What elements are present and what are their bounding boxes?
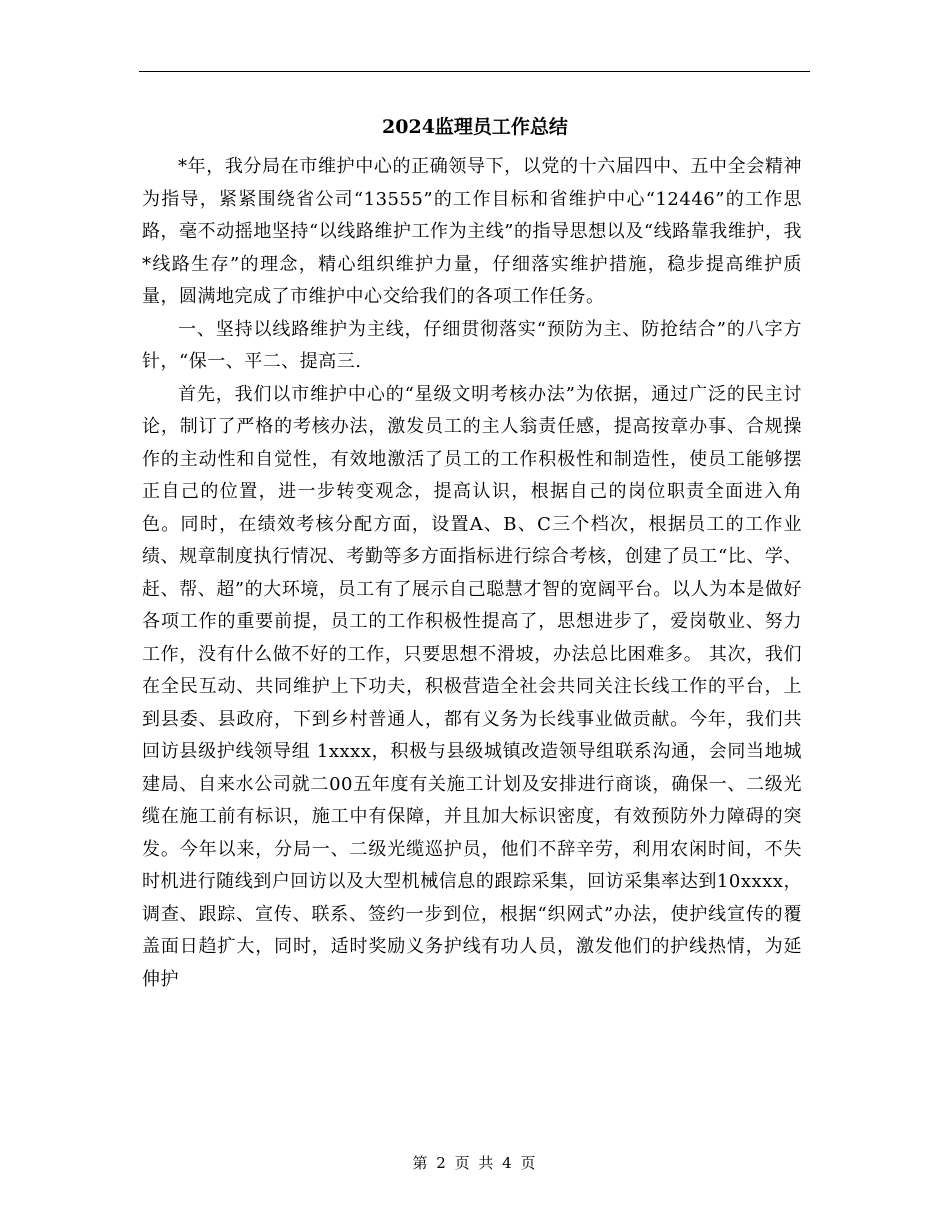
paragraph-details: 首先，我们以市维护中心的“星级文明考核办法”为依据，通过广泛的民主讨论，制订了严格的考核办法，激发员工的主人翁责任感，提高按章办事、合规操作的主动性和自觉性，有效地激活了员工的工作积极性和制造性，使员工能够摆正自己的位置，进一步转变观念，提高认识，根据自己的岗位职责全面进入角色。同时，在绩效考核分配方面，设置A、B、C三个档次，根据员工的工作业绩、规章制度执行情况、考勤等多方面指标进行综合考核，创建了员工“比、学、赶、帮、超”的大环境，员工有了展示自己聪慧才智的宽阔平台。以人为本是做好各项工作的重要前提，员工的工作积极性提高了，思想进步了，爱岗敬业、努力工作，没有什么做不好的工作，只要思想不滑坡，办法总比困难多。 其次，我们在全民互动、共同维护上下功夫，积极营造全社会共同关注长线工作的平台，上到县委、县政府，下到乡村普通人，都有义务为长线事业做贡献。今年，我们共回访县级护线领导组 1xxxx，积极与县级城镇改造领导组联系沟通，会同当地城建局、自来水公司就二00五年度有关施工计划及安排进行商谈，确保一、二级光缆在施工前有标识，施工中有保障，并且加大标识密度，有效预防外力障碍的突发。今年以来，分局一、二级光缆巡护员，他们不辞辛劳，利用农闲时间，不失时机进行随线到户回访以及大型机械信息的跟踪采集，回访采集率达到10xxxx，调查、跟踪、宣传、联系、签约一步到位，根据“织网式”办法，使护线宣传的覆盖面日趋扩大，同时，适时奖励义务护线有功人员，激发他们的护线热情，为延伸护 (142, 383, 802, 990)
paragraph-section-one: 一、坚持以线路维护为主线，仔细贯彻落实“预防为主、防抢结合”的八字方针，“保一、平二、提高三. (142, 318, 802, 372)
document-body (142, 151, 802, 996)
document-title: 2024监理员工作总结 (382, 116, 568, 138)
paragraph-intro: *年，我分局在市维护中心的正确领导下，以党的十六届四中、五中全会精神为指导，紧紧围绕省公司“13555”的工作目标和省维护中心“12446”的工作思路，毫不动摇地坚持“以线路维护工作为主线”的指导思想以及“线路靠我维护，我*线路生存”的理念，精心组织维护力量，仔细落实维护措施，稳步提高维护质量，圆满地完成了市维护中心交给我们的各项工作任务。 (142, 156, 802, 307)
page-number-footer: 第 2 页 共 4 页 (412, 1154, 538, 1172)
header-rule (139, 71, 810, 72)
